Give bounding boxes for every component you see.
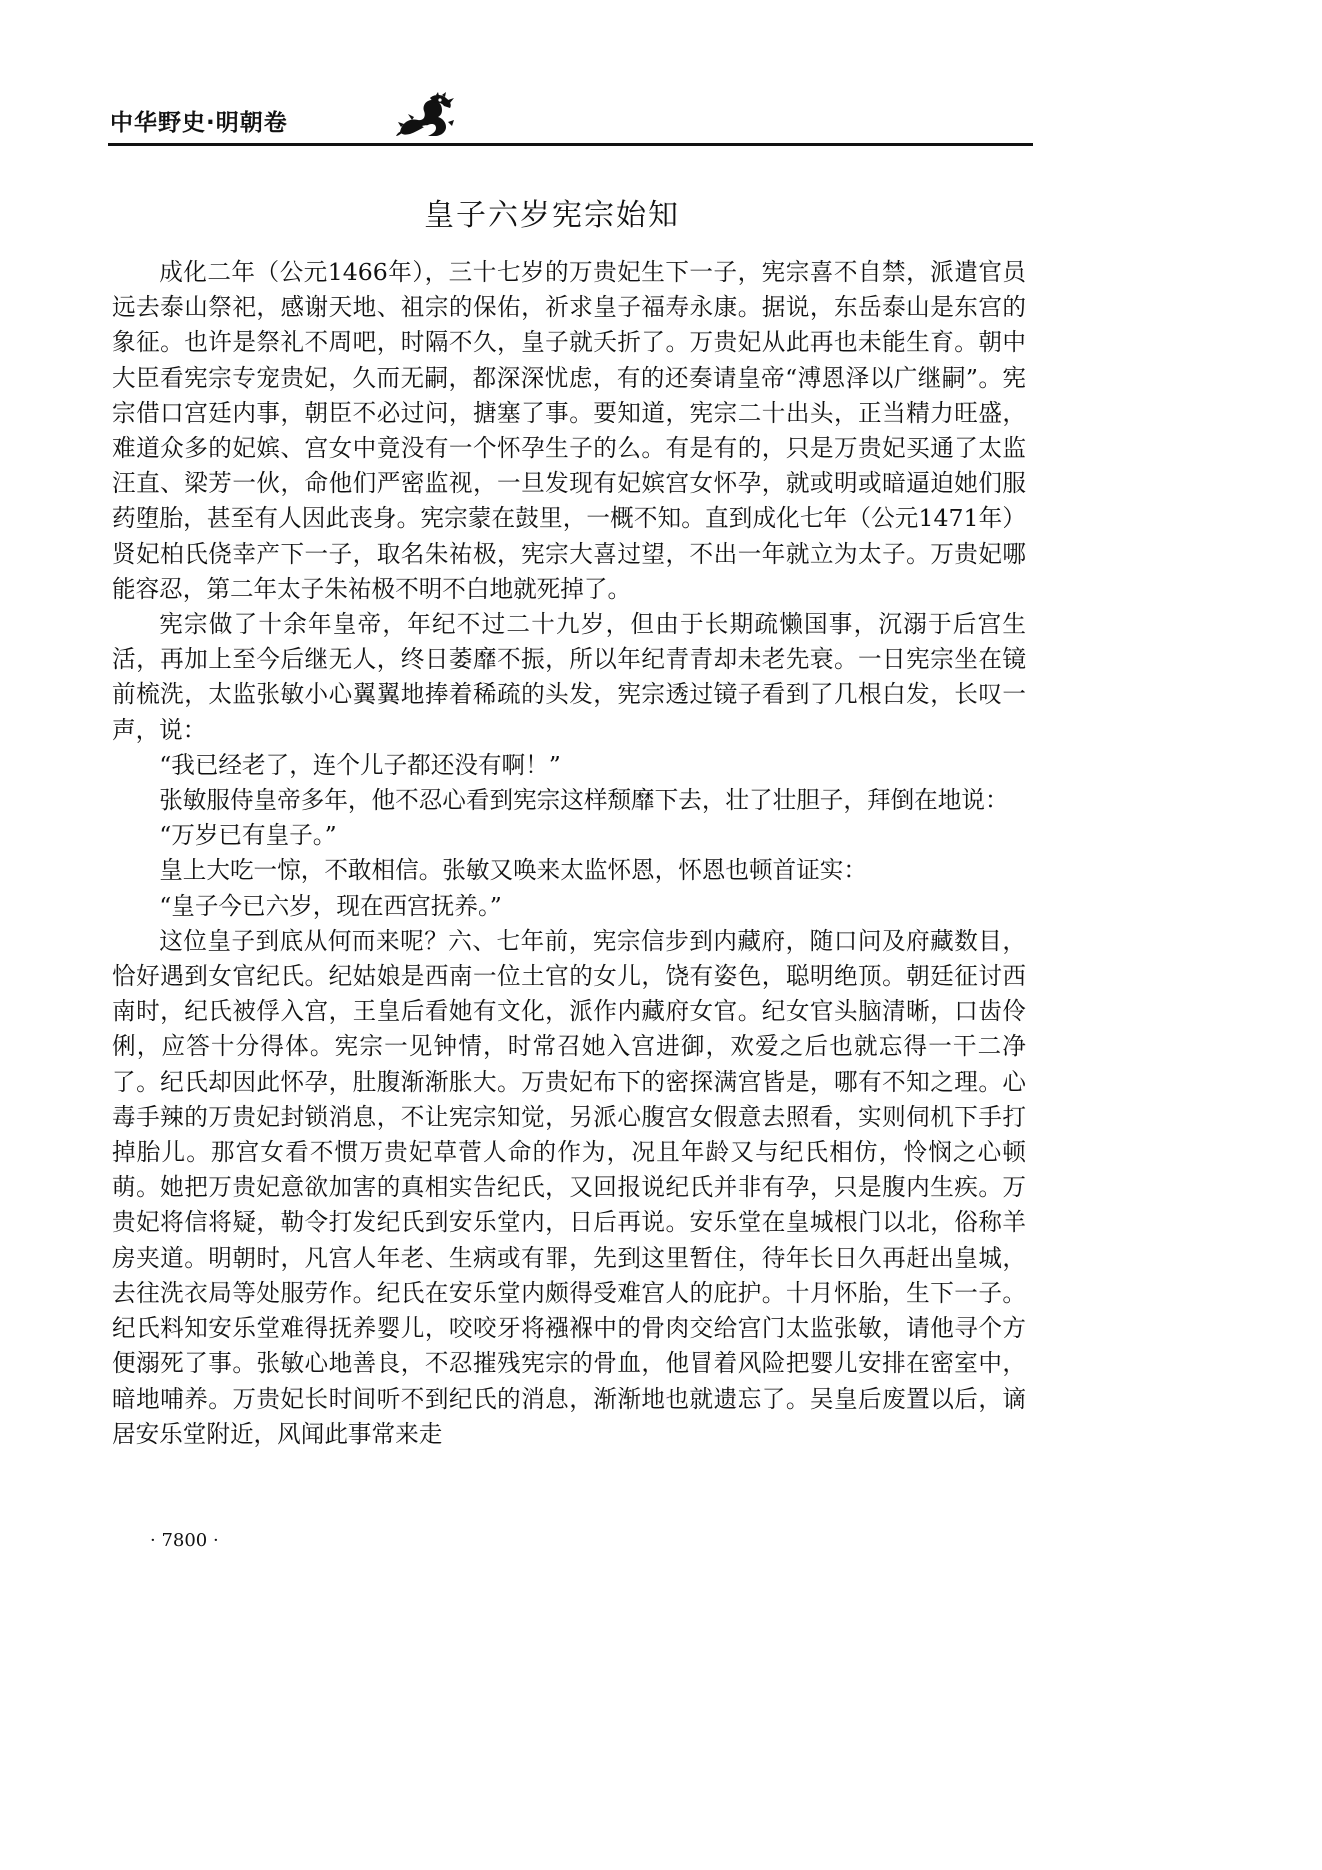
page-number: · 7800 · bbox=[150, 1530, 219, 1551]
paragraph: “万岁已有皇子。” bbox=[159, 821, 337, 850]
paragraph: 宪宗做了十余年皇帝，年纪不过二十九岁，但由于长期疏懒国事，沉溺于后宫生活，再加上至今后继无人，终日萎靡不振，所以年纪青青却未老先衰。一日宪宗坐在镜前梳洗，太监张敏小心翼翼地捧着稀疏的头发，宪宗透过镜子看到了几根白发，长叹一声，说： bbox=[112, 610, 1026, 744]
article-body bbox=[112, 255, 1026, 1452]
dragon-icon bbox=[392, 92, 456, 140]
paragraph: “我已经老了，连个儿子都还没有啊！” bbox=[159, 750, 561, 779]
running-header-title: 中华野史·明朝卷 bbox=[110, 110, 288, 136]
paragraph: 成化二年（公元1466年），三十七岁的万贵妃生下一子，宪宗喜不自禁，派遣官员远去泰山祭祀，感谢天地、祖宗的保佑，祈求皇子福寿永康。据说，东岳泰山是东宫的象征。也许是祭礼不周吧，时隔不久，皇子就夭折了。万贵妃从此再也未能生育。朝中大臣看宪宗专宠贵妃，久而无嗣，都深深忧虑，有的还奏请皇帝“溥恩泽以广继嗣”。宪宗借口宫廷内事，朝臣不必过问，搪塞了事。要知道，宪宗二十出头，正当精力旺盛，难道众多的妃嫔、宫女中竟没有一个怀孕生子的么。有是有的，只是万贵妃买通了太监汪直、梁芳一伙，命他们严密监视，一旦发现有妃嫔宫女怀孕，就或明或暗逼迫她们服药堕胎，甚至有人因此丧身。宪宗蒙在鼓里，一概不知。直到成化七年（公元1471年）贤妃柏氏侥幸产下一子，取名朱祐极，宪宗大喜过望，不出一年就立为太子。万贵妃哪能容忍，第二年太子朱祐极不明不白地就死掉了。 bbox=[112, 258, 1026, 603]
paragraph: 这位皇子到底从何而来呢？六、七年前，宪宗信步到内藏府，随口问及府藏数目，恰好遇到女官纪氏。纪姑娘是西南一位土官的女儿，饶有姿色，聪明绝顶。朝廷征讨西南时，纪氏被俘入宫，王皇后看她有文化，派作内藏府女官。纪女官头脑清晰，口齿伶俐，应答十分得体。宪宗一见钟情，时常召她入宫进御，欢爱之后也就忘得一干二净了。纪氏却因此怀孕，肚腹渐渐胀大。万贵妃布下的密探满宫皆是，哪有不知之理。心毒手辣的万贵妃封锁消息，不让宪宗知觉，另派心腹宫女假意去照看，实则伺机下手打掉胎儿。那宫女看不惯万贵妃草菅人命的作为，况且年龄又与纪氏相仿，怜悯之心顿萌。她把万贵妃意欲加害的真相实告纪氏，又回报说纪氏并非有孕，只是腹内生疾。万贵妃将信将疑，勒令打发纪氏到安乐堂内，日后再说。安乐堂在皇城根门以北，俗称羊房夹道。明朝时，凡宫人年老、生病或有罪，先到这里暂住，待年长日久再赶出皇城，去往洗衣局等处服劳作。纪氏在安乐堂内颇得受难宫人的庇护。十月怀胎，生下一子。纪氏料知安乐堂难得抚养婴儿，咬咬牙将襁褓中的骨肉交给宫门太监张敏，请他寻个方便溺死了事。张敏心地善良，不忍摧残宪宗的骨血，他冒着风险把婴儿安排在密室中，暗地哺养。万贵妃长时间听不到纪氏的消息，渐渐地也就遗忘了。吴皇后废置以后，谪居安乐堂附近，风闻此事常来走 bbox=[112, 926, 1026, 1448]
paragraph: 张敏服侍皇帝多年，他不忍心看到宪宗这样颓靡下去，壮了壮胆子，拜倒在地说： bbox=[159, 786, 1009, 815]
paragraph: 皇上大吃一惊，不敢相信。张敏又唤来太监怀恩，怀恩也顿首证实： bbox=[159, 856, 867, 885]
paragraph: “皇子今已六岁，现在西宫抚养。” bbox=[159, 891, 502, 920]
article-title: 皇子六岁宪宗始知 bbox=[424, 198, 680, 233]
header-divider bbox=[108, 143, 1033, 146]
